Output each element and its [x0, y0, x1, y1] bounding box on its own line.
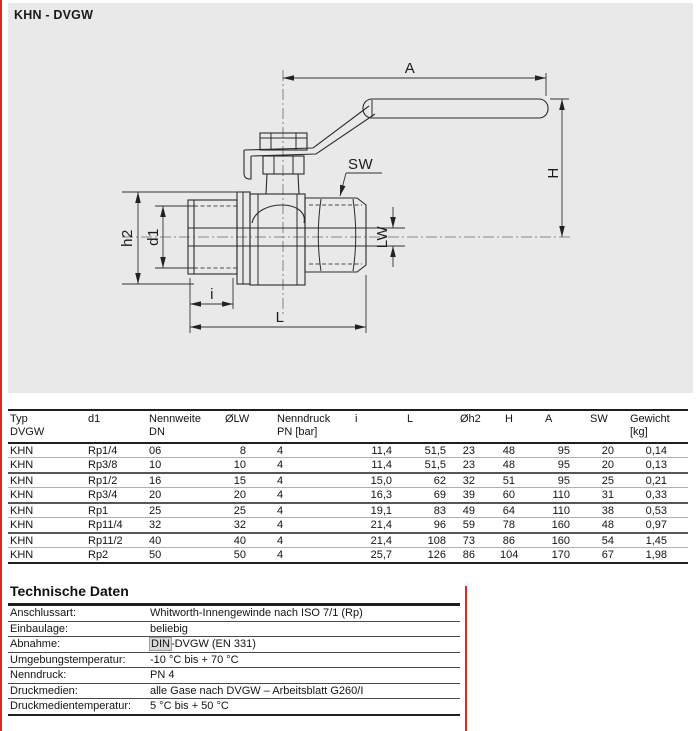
- cell-h2: 59: [462, 519, 475, 532]
- cell-typ: KHN: [10, 549, 34, 562]
- cell-gewicht: 0,53: [645, 504, 667, 517]
- cell-a: 95: [557, 444, 570, 457]
- cell-nennweite: 32: [149, 519, 162, 532]
- tech-value: Whitworth-Innengewinde nach ISO 7/1 (Rp): [150, 607, 363, 620]
- cell-h2: 39: [462, 489, 475, 502]
- col-d1: d1: [88, 413, 101, 425]
- cell-i: 21,4: [370, 519, 392, 532]
- tech-label: Druckmedientemperatur:: [10, 700, 132, 713]
- cell-lw: 10: [233, 459, 246, 472]
- cell-h2: 73: [462, 534, 475, 547]
- cell-gewicht: 0,33: [645, 489, 667, 502]
- cell-h2: 23: [462, 459, 475, 472]
- cell-i: 21,4: [370, 534, 392, 547]
- cell-l: 108: [427, 534, 446, 547]
- dim-label-sw: SW: [348, 156, 374, 173]
- cell-lw: 40: [233, 534, 246, 547]
- tech-value: beliebig: [150, 622, 188, 635]
- col-h: H: [505, 413, 513, 425]
- tech-row-nenndruck: [8, 668, 460, 684]
- table-row: [8, 503, 688, 518]
- cell-d1: Rp1/4: [88, 444, 118, 457]
- tech-label: Abnahme:: [10, 638, 61, 651]
- cell-h: 48: [502, 459, 515, 472]
- cell-typ: KHN: [10, 504, 34, 517]
- cell-l: 126: [427, 549, 446, 562]
- cell-sw: 20: [601, 459, 614, 472]
- dim-label-l: L: [275, 309, 285, 326]
- cell-i: 19,1: [370, 504, 392, 517]
- col-sw: SW: [590, 413, 608, 425]
- cell-sw: 54: [601, 534, 614, 547]
- cell-d1: Rp1/2: [88, 474, 118, 487]
- cell-a: 110: [552, 489, 570, 502]
- cell-l: 83: [433, 504, 446, 517]
- cell-a: 110: [552, 504, 570, 517]
- cell-nenndruck: 4: [277, 474, 284, 487]
- cell-d1: Rp11/4: [88, 519, 123, 532]
- cell-gewicht: 0,21: [645, 474, 667, 487]
- cell-nennweite: 50: [149, 549, 162, 562]
- cell-i: 15,0: [370, 474, 392, 487]
- valve-handle: [244, 99, 548, 179]
- dim-label-lw: LW: [374, 225, 391, 249]
- dim-a: [283, 60, 546, 96]
- tech-value: 5 °C bis + 50 °C: [150, 700, 229, 713]
- cell-a: 170: [551, 549, 570, 562]
- valve-body: [188, 174, 366, 285]
- dim-h: [545, 99, 569, 237]
- cell-a: 160: [551, 534, 570, 547]
- cell-h: 78: [502, 519, 515, 532]
- cell-nennweite: 25: [149, 504, 162, 517]
- tech-value: alle Gase nach DVGW – Arbeitsblatt G260/I: [150, 684, 364, 697]
- dim-label-h: H: [545, 167, 562, 179]
- cell-d1: Rp3/4: [88, 489, 118, 502]
- dim-i: [190, 278, 233, 333]
- col-a: A: [545, 413, 553, 425]
- dim-label-h2: h2: [119, 229, 136, 247]
- cell-gewicht: 1,98: [645, 549, 667, 562]
- tech-value-rest: -DVGW (EN 331): [170, 638, 256, 651]
- tech-label: Umgebungstemperatur:: [10, 653, 126, 666]
- cell-typ: KHN: [10, 474, 34, 487]
- col-nennweite: Nennweite DN: [149, 413, 201, 438]
- cell-typ: KHN: [10, 489, 34, 502]
- cell-lw: 8: [239, 444, 246, 457]
- tech-row-anschlussart: [8, 606, 460, 622]
- cell-d1: Rp11/2: [88, 534, 123, 547]
- din-badge: DIN: [151, 638, 170, 651]
- table-row: [8, 458, 688, 473]
- cell-nennweite: 40: [149, 534, 162, 547]
- cell-typ: KHN: [10, 444, 34, 457]
- dimensions-table: [8, 409, 688, 564]
- tech-label: Nenndruck:: [10, 669, 67, 682]
- col-h2: Øh2: [460, 413, 481, 425]
- table-row: [8, 473, 688, 488]
- cell-h: 51: [502, 474, 515, 487]
- dim-sw: [340, 156, 382, 196]
- table-header-row: [8, 410, 688, 443]
- cell-d1: Rp2: [88, 549, 109, 562]
- cell-sw: 31: [601, 489, 614, 502]
- cell-sw: 38: [601, 504, 614, 517]
- cell-h2: 23: [462, 444, 475, 457]
- cell-a: 95: [557, 474, 570, 487]
- section-heading: Technische Daten: [8, 581, 460, 606]
- cell-gewicht: 0,97: [645, 519, 667, 532]
- cell-h: 60: [502, 489, 515, 502]
- tech-value: PN 4: [150, 669, 175, 682]
- cell-typ: KHN: [10, 519, 34, 532]
- cell-h: 86: [502, 534, 515, 547]
- tech-label: Einbaulage:: [10, 622, 69, 635]
- cell-d1: Rp1: [88, 504, 109, 517]
- dim-label-a: A: [404, 60, 416, 77]
- col-typ: Typ DVGW: [10, 413, 45, 438]
- cell-nenndruck: 4: [277, 534, 284, 547]
- drawing-panel: [8, 3, 693, 393]
- right-red-rule: [465, 586, 467, 731]
- table-row: [8, 443, 688, 458]
- cell-i: 11,4: [371, 444, 392, 457]
- cell-h: 48: [502, 444, 515, 457]
- cell-typ: KHN: [10, 459, 34, 472]
- cell-nennweite: 16: [149, 474, 162, 487]
- tech-row-umgebungstemperatur: [8, 653, 460, 669]
- cell-sw: 25: [601, 474, 614, 487]
- cell-nennweite: 10: [149, 459, 162, 472]
- cell-nennweite: 06: [149, 444, 162, 457]
- col-i: i: [355, 413, 358, 425]
- cell-a: 95: [557, 459, 570, 472]
- cell-h2: 32: [462, 474, 475, 487]
- cell-h2: 49: [462, 504, 475, 517]
- table-row: [8, 488, 688, 503]
- cell-nenndruck: 4: [277, 444, 284, 457]
- centerlines: [122, 70, 572, 315]
- cell-nenndruck: 4: [277, 459, 284, 472]
- col-gewicht: Gewicht [kg]: [630, 413, 670, 438]
- tech-label: Anschlussart:: [10, 607, 77, 620]
- tech-value: -10 °C bis + 70 °C: [150, 653, 239, 666]
- cell-lw: 32: [233, 519, 246, 532]
- cell-nenndruck: 4: [277, 549, 284, 562]
- cell-sw: 67: [601, 549, 614, 562]
- cell-nenndruck: 4: [277, 504, 284, 517]
- cell-lw: 15: [233, 474, 246, 487]
- cell-i: 11,4: [371, 459, 392, 472]
- cell-h: 104: [500, 549, 519, 562]
- cell-a: 160: [551, 519, 570, 532]
- cell-sw: 20: [601, 444, 614, 457]
- cell-nenndruck: 4: [277, 489, 284, 502]
- cell-l: 69: [433, 489, 446, 502]
- cell-nennweite: 20: [149, 489, 162, 502]
- left-red-rule: [0, 0, 2, 731]
- dim-label-i: i: [210, 286, 214, 303]
- technical-data-section: [8, 581, 460, 716]
- cell-d1: Rp3/8: [88, 459, 118, 472]
- tech-row-druckmedientemperatur: [8, 699, 460, 716]
- cell-gewicht: 0,14: [645, 444, 667, 457]
- tech-row-abnahme: [8, 637, 460, 653]
- cell-l: 51,5: [424, 444, 446, 457]
- tech-label: Druckmedien:: [10, 684, 78, 697]
- col-nenndruck: Nenndruck PN [bar]: [277, 413, 331, 438]
- cell-typ: KHN: [10, 534, 34, 547]
- tech-value: [150, 638, 256, 650]
- dim-label-d1: d1: [145, 228, 162, 246]
- cell-nenndruck: 4: [277, 519, 284, 532]
- cell-l: 51,5: [424, 459, 446, 472]
- cell-lw: 50: [233, 549, 246, 562]
- table-row: [8, 533, 688, 548]
- cell-gewicht: 0,13: [645, 459, 667, 472]
- cell-h2: 86: [462, 549, 475, 562]
- cell-h: 64: [502, 504, 515, 517]
- col-lw: ØLW: [225, 413, 250, 425]
- cell-l: 62: [433, 474, 446, 487]
- page-title: KHN - DVGW: [14, 8, 94, 22]
- cell-l: 96: [433, 519, 446, 532]
- cell-lw: 25: [233, 504, 246, 517]
- tech-row-einbaulage: [8, 622, 460, 638]
- cell-gewicht: 1,45: [645, 534, 667, 547]
- tech-row-druckmedien: [8, 684, 460, 700]
- cell-i: 16,3: [370, 489, 392, 502]
- table-row: [8, 548, 688, 563]
- cell-i: 25,7: [370, 549, 392, 562]
- col-l: L: [407, 413, 414, 425]
- table-row: [8, 518, 688, 533]
- valve-technical-drawing: [8, 3, 693, 393]
- cell-sw: 48: [601, 519, 614, 532]
- cell-lw: 20: [233, 489, 246, 502]
